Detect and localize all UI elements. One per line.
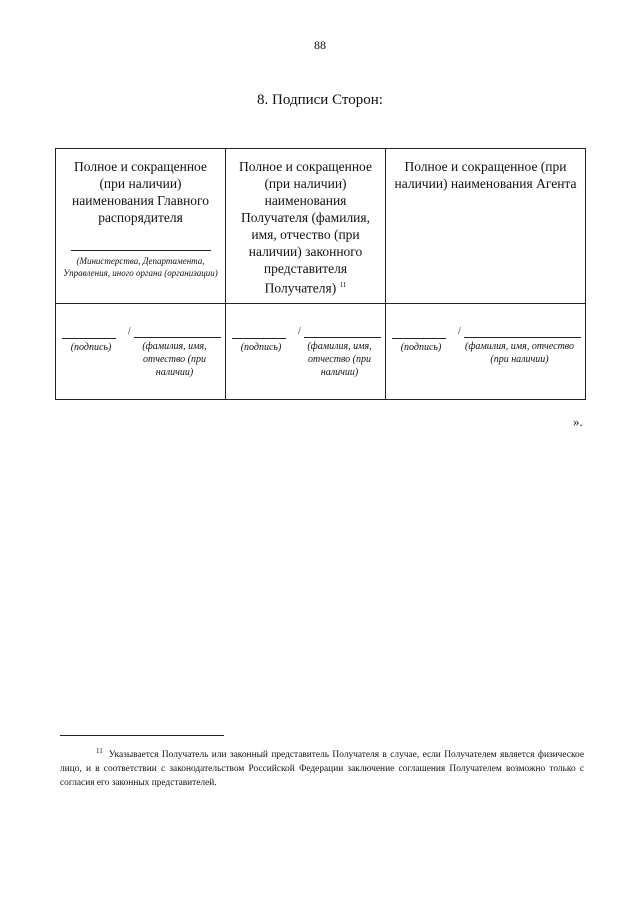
cell-agent — [386, 149, 586, 304]
organization-note: (Министерства, Департамента, Управления, иного органа (организации) — [63, 256, 218, 278]
signature-cell-3 — [386, 304, 586, 400]
recipient-heading-block — [226, 149, 385, 303]
closing-quote: ». — [573, 414, 583, 429]
signature-line — [232, 326, 286, 339]
name-caption: (фамилия, имя, отчество (при наличии) — [142, 341, 207, 378]
footnote-number: 11 — [96, 747, 103, 755]
signature-line — [392, 326, 446, 339]
footnote-text: Указывается Получатель или законный представитель Получателя в случае, если Получателем является физическое лицо, и в соответствии с законодательством Российской Федерации заключение соглашения Получателем возможно только с согласия его законных представителей. — [60, 750, 584, 789]
cell-recipient — [226, 149, 386, 304]
name-line — [464, 327, 581, 338]
signature-caption: (подпись) — [400, 342, 442, 353]
footnote-ref: 11 — [339, 281, 347, 289]
signature-line — [62, 326, 116, 339]
footnote — [60, 744, 584, 790]
agent-heading: Полное и сокращенное (при наличии) наименования Агента — [394, 159, 577, 191]
recipient-heading: Полное и сокращенное (при наличии) наименования Получателя (фамилия, имя, отчество (при наличии) законного представителя Получателя) — [239, 159, 372, 296]
signature-row — [56, 304, 586, 400]
page-number: 88 — [314, 38, 326, 52]
name-line — [134, 327, 221, 338]
cell-chief-administrator — [56, 149, 226, 304]
signature-cell-2 — [226, 304, 386, 400]
organization-line — [71, 242, 211, 251]
slash-separator: / — [458, 326, 461, 337]
name-caption: (фамилия, имя, отчество (при наличии) — [307, 341, 372, 378]
name-line — [304, 327, 381, 338]
slash-separator: / — [298, 326, 301, 337]
signature-caption: (подпись) — [240, 342, 282, 353]
footnote-separator — [60, 735, 224, 736]
section-title: 8. Подписи Сторон: — [257, 92, 383, 108]
heading-row — [56, 149, 586, 304]
signature-table — [55, 148, 586, 400]
signature-cell-1 — [56, 304, 226, 400]
chief-administrator-heading: Полное и сокращенное (при наличии) наименования Главного распорядителя — [72, 159, 209, 225]
name-caption: (фамилия, имя, отчество (при наличии) — [464, 341, 575, 365]
signature-caption: (подпись) — [70, 342, 112, 353]
slash-separator: / — [128, 326, 131, 337]
